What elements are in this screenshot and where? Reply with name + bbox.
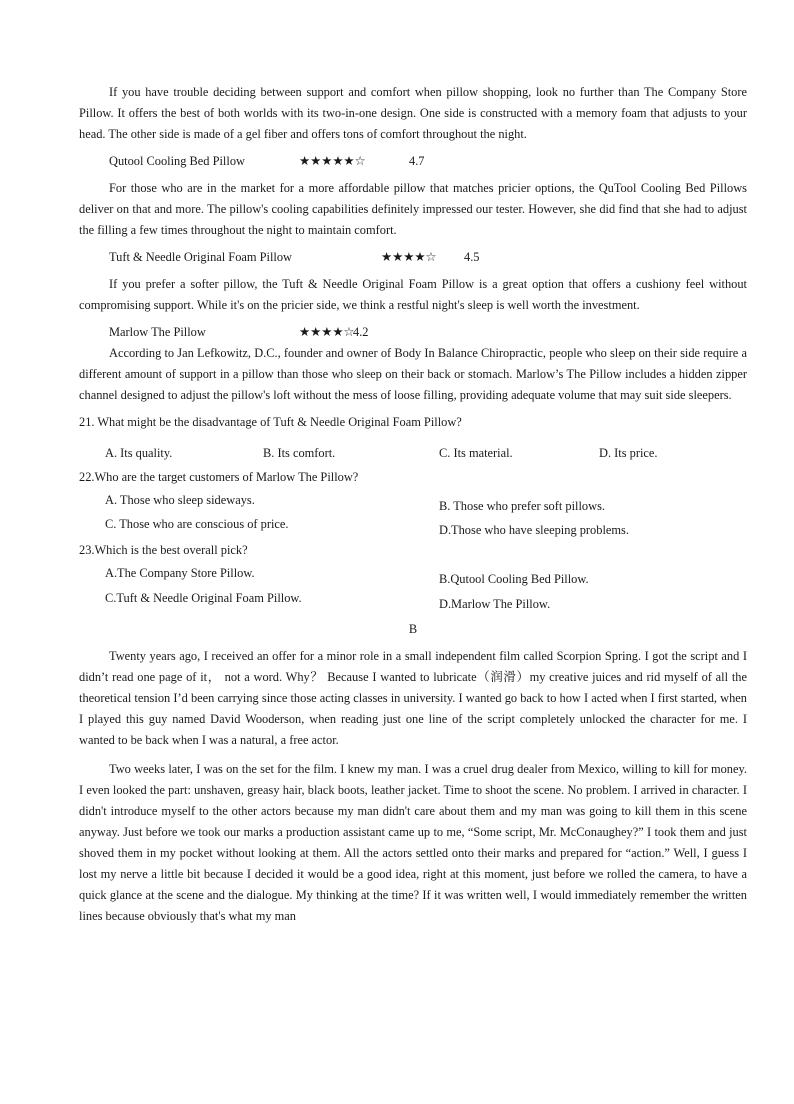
answer-options [79,441,747,467]
product-name: Tuft & Needle Original Foam Pillow [109,250,292,264]
story-paragraph: Twenty years ago, I received an offer for a minor role in a small independent film called Scorpion Spring. I got the script and I didn’t read one page of it， not a word. Why？ Because I wanted to lubricate（润滑）my creative juices and rid myself of all the theoretical tension I’d been carrying since those acting classes in university. I wanted go back to how I acted when I first started, when I played this guy named David Wooderson, when reading just one line of the script completely unlocked the character for me. I wanted to be back when I was a natural, a free actor. [79,649,747,747]
rating-value: 4.7 [409,154,425,168]
story-paragraph: Two weeks later, I was on the set for the film. I knew my man. I was a cruel drug dealer from Mexico, willing to kill for money. I even looked the part: unshaven, greasy hair, black boots, leather jacket. Time to shoot the scene. No problem. I arrived in character. I didn't introduce myself to the other actors because my man didn't care about them and my man was going to kill them in this scene anyway. Just before we took our marks a production assistant came up to me, “Some script, Mr. McConaughey?” I took them and just shoved them in my pocket without looking at them. All the actors settled onto their marks and prepared for “action.” Well, I guess I lost my nerve a little bit because I decided it would be a good idea, right at this moment, just before we rolled the camera, to have a quick glance at the scene and the dialogue. My thinking at the time? If it was written well, I would immediately remember the written lines because obviously that's what my man [79,762,747,923]
option-c[interactable]: C. Those who are conscious of price. [105,517,289,531]
answer-options [79,561,747,611]
option-a[interactable]: A.The Company Store Pillow. [105,566,255,580]
product-heading [79,151,747,172]
rating-stars: ★★★★☆ [299,325,355,339]
option-c[interactable]: C.Tuft & Needle Original Foam Pillow. [105,591,302,605]
product-heading [79,247,747,268]
answer-options [79,488,747,540]
option-d[interactable]: D.Marlow The Pillow. [439,597,551,611]
product-heading [79,322,747,343]
product-name: Qutool Cooling Bed Pillow [109,154,245,168]
option-d[interactable]: D.Those who have sleeping problems. [439,523,629,537]
option-b[interactable]: B. Those who prefer soft pillows. [439,499,605,513]
option-a[interactable]: A. Its quality. [105,446,173,460]
rating-value: 4.2 [353,325,369,339]
question-stem: 22.Who are the target customers of Marlow The Pillow? [79,470,359,484]
product-description: According to Jan Lefkowitz, D.C., founder and owner of Body In Balance Chiropractic, people who sleep on their side require a different amount of support in a pillow than those who sleep on their back or stomach. Marlow’s The Pillow includes a hidden zipper channel designed to adjust the pillow's loft without the mess of loose filling, providing adequate volume that may suit side sleepers. [79,346,747,402]
option-a[interactable]: A. Those who sleep sideways. [105,493,255,507]
option-b[interactable]: B.Qutool Cooling Bed Pillow. [439,572,589,586]
rating-stars: ★★★★★☆ [299,154,366,168]
section-heading: B [408,622,418,636]
rating-stars: ★★★★☆ [381,250,437,264]
document-page [79,82,747,927]
option-d[interactable]: D. Its price. [599,446,658,460]
product-description: If you prefer a softer pillow, the Tuft & Needle Original Foam Pillow is a great option that offers a cushiony feel without compromising support. While it's on the pricier side, we think a restful night's sleep is well worth the investment. [79,277,747,312]
question-stem: 21. What might be the disadvantage of Tuft & Needle Original Foam Pillow? [79,415,462,429]
option-b[interactable]: B. Its comfort. [263,446,336,460]
option-c[interactable]: C. Its material. [439,446,513,460]
intro-paragraph: If you have trouble deciding between support and comfort when pillow shopping, look no further than The Company Store Pillow. It offers the best of both worlds with its two-in-one design. One side is constructed with a memory foam that adjusts to your head. The other side is made of a gel fiber and offers tons of comfort throughout the night. [79,85,747,141]
question-stem: 23.Which is the best overall pick? [79,543,248,557]
product-name: Marlow The Pillow [109,325,206,339]
product-description: For those who are in the market for a more affordable pillow that matches pricier options, the QuTool Cooling Bed Pillows deliver on that and more. The pillow's cooling capabilities definitely impressed our tester. However, she did find that she had to adjust the filling a few times throughout the night to maintain comfort. [79,181,747,237]
rating-value: 4.5 [464,250,480,264]
